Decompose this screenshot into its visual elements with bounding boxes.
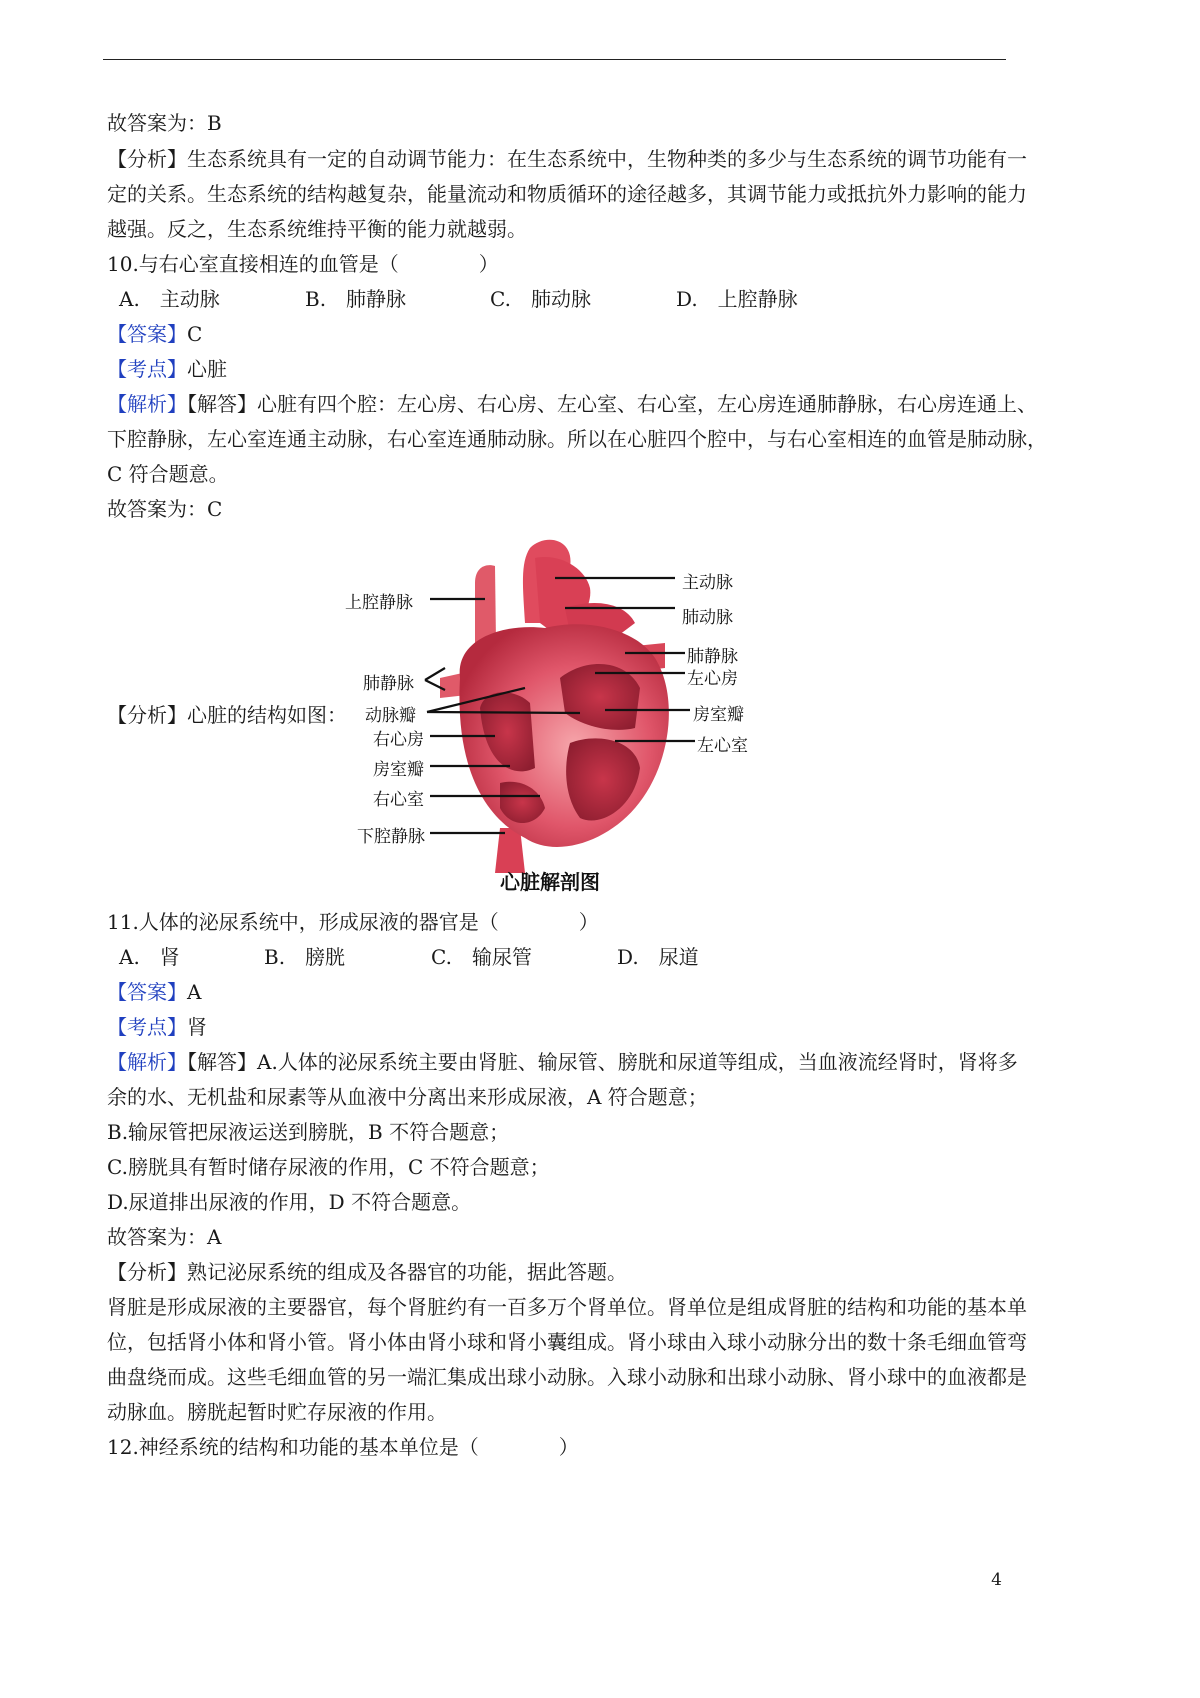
keypoint-value: 肾 [187, 1015, 207, 1039]
explanation-11 [107, 1044, 1018, 1080]
explanation-11-line-2: 余的水、无机盐和尿素等从血液中分离出来形成尿液，A 符合题意； [107, 1085, 708, 1109]
paragraph-line-1: 肾脏是形成尿液的主要器官，每个肾脏约有一百多万个肾单位。肾单位是组成肾脏的结构和功能的基本单 [107, 1295, 1027, 1319]
explanation-11-line-5: D.尿道排出尿液的作用，D 不符合题意。 [107, 1190, 472, 1214]
label-right-ventricle: 右心室 [373, 790, 424, 810]
question-10: 10.与右心室直接相连的血管是（ ） [107, 252, 499, 276]
label-superior-vena-cava: 上腔静脉 [345, 593, 413, 613]
analysis-10 [107, 697, 347, 733]
question-11-options [107, 939, 907, 975]
keypoint-10 [107, 351, 227, 387]
analysis-text: 生态系统具有一定的自动调节能力：在生态系统中，生物种类的多少与生态系统的调节功能有一 [187, 147, 1027, 171]
explanation-text: 【解答】心脏有四个腔：左心房、右心房、左心室、右心室，左心房连通肺静脉，右心房连通上、 [187, 392, 1037, 416]
keypoint-tag: 【考点】 [107, 357, 187, 381]
answer-value: C [187, 322, 203, 346]
label-tricuspid-valve: 房室瓣 [373, 760, 424, 780]
header-rule [103, 59, 1006, 60]
question-11: 11.人体的泌尿系统中，形成尿液的器官是（ ） [107, 910, 599, 934]
page-number: 4 [991, 1570, 1002, 1590]
option-d: D. 上腔静脉 [676, 287, 798, 311]
answer-value: A [187, 980, 202, 1004]
analysis-10-tag: 【分析】 [107, 703, 187, 727]
label-inferior-vena-cava: 下腔静脉 [357, 827, 425, 847]
option-d: D. 尿道 [617, 945, 699, 969]
label-left-atrium: 左心房 [687, 669, 738, 689]
label-aorta: 主动脉 [682, 573, 733, 593]
option-c: C. 肺动脉 [490, 287, 591, 311]
option-a: A. 主动脉 [119, 287, 220, 311]
analysis-10-text: 心脏的结构如图： [187, 703, 347, 727]
explanation-tag: 【解析】 [107, 1050, 187, 1074]
keypoint-11 [107, 1009, 207, 1045]
explanation-10-line-2: 下腔静脉，左心室连通主动脉，右心室连通肺动脉。所以在心脏四个腔中，与右心室相连的血管是肺动脉， [107, 427, 1047, 451]
keypoint-tag: 【考点】 [107, 1015, 187, 1039]
label-mitral-valve: 房室瓣 [693, 705, 744, 725]
question-10-options [107, 281, 907, 317]
label-pulmonary-vein-right: 肺静脉 [687, 647, 738, 667]
analysis-line-2: 定的关系。生态系统的结构越复杂，能量流动和物质循环的途径越多，其调节能力或抵抗外力影响的能力 [107, 182, 1027, 206]
label-left-ventricle: 左心室 [697, 736, 748, 756]
question-12: 12.神经系统的结构和功能的基本单位是（ ） [107, 1435, 579, 1459]
answer-10 [107, 316, 202, 352]
label-pulmonary-artery: 肺动脉 [682, 608, 733, 628]
label-right-atrium: 右心房 [373, 730, 424, 750]
option-a: A. 肾 [119, 945, 180, 969]
option-b: B. 肺静脉 [305, 287, 407, 311]
label-aortic-valve: 动脉瓣 [365, 706, 416, 726]
answer-11 [107, 974, 201, 1010]
paragraph-line-2: 位，包括肾小体和肾小管。肾小体由肾小球和肾小囊组成。肾小球由入球小动脉分出的数十条毛细血管弯 [107, 1330, 1027, 1354]
analysis-tag: 【分析】 [107, 147, 187, 171]
explanation-tag: 【解析】 [107, 392, 187, 416]
analysis-11-text: 熟记泌尿系统的组成及各器官的功能，据此答题。 [187, 1260, 627, 1284]
explanation-text: 【解答】A.人体的泌尿系统主要由肾脏、输尿管、膀胱和尿道等组成，当血液流经肾时，肾将多 [187, 1050, 1018, 1074]
keypoint-value: 心脏 [187, 357, 227, 381]
heart-diagram [335, 528, 775, 900]
paragraph-line-4: 动脉血。膀胱起暂时贮存尿液的作用。 [107, 1400, 447, 1424]
explanation-11-line-3: B.输尿管把尿液运送到膀胱，B 不符合题意； [107, 1120, 510, 1144]
explanation-10-line-3: C 符合题意。 [107, 462, 229, 486]
figure-caption: 心脏解剖图 [500, 870, 600, 894]
paragraph-line-3: 曲盘绕而成。这些毛细血管的另一端汇集成出球小动脉。入球小动脉和出球小动脉、肾小球中的血液都是 [107, 1365, 1027, 1389]
explanation-11-line-4: C.膀胱具有暂时储存尿液的作用，C 不符合题意； [107, 1155, 550, 1179]
option-c: C. 输尿管 [431, 945, 532, 969]
answer-line: 故答案为：B [107, 111, 222, 135]
analysis-line-3: 越强。反之，生态系统维持平衡的能力就越弱。 [107, 217, 527, 241]
explanation-10 [107, 386, 1037, 422]
option-b: B. 膀胱 [264, 945, 346, 969]
analysis-line [107, 141, 1027, 177]
label-pulmonary-vein-left: 肺静脉 [363, 674, 414, 694]
answer-11-final: 故答案为：A [107, 1225, 222, 1249]
analysis-11-tag: 【分析】 [107, 1260, 187, 1284]
answer-tag: 【答案】 [107, 980, 187, 1004]
analysis-11 [107, 1254, 627, 1290]
answer-10-final: 故答案为：C [107, 497, 223, 521]
answer-tag: 【答案】 [107, 322, 187, 346]
